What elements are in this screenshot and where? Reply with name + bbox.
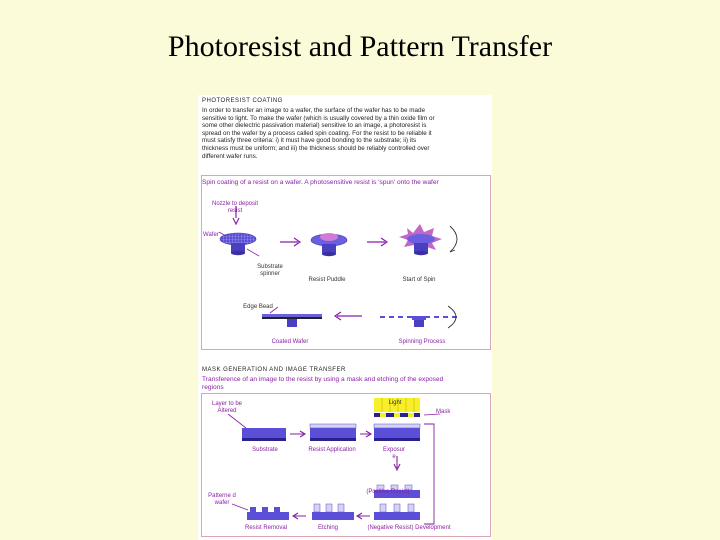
resist-removal-label: Resist Removal bbox=[244, 525, 287, 531]
edge-bead-label: Edge Bead bbox=[243, 304, 273, 310]
spin-coating-caption: Spin coating of a resist on a wafer. A photosensitive resist is 'spun' onto the wafer bbox=[202, 179, 439, 186]
patterned-wafer-block bbox=[232, 504, 289, 520]
etching-block bbox=[312, 504, 354, 520]
photoresist-figure bbox=[198, 95, 492, 540]
negative-development-block bbox=[374, 504, 420, 520]
start-of-spin bbox=[399, 224, 457, 255]
negative-resist-label: (Negative Resist) Development bbox=[367, 525, 451, 531]
spinning-process-label: Spinning Process bbox=[398, 339, 446, 345]
spinning-process bbox=[380, 306, 458, 328]
mask-caption: Transference of an image to the resist by using a mask and etching of the exposed regions bbox=[202, 376, 444, 391]
layer-label: Layer to be Altered bbox=[211, 401, 243, 414]
start-of-spin-label: Start of Spin bbox=[402, 277, 436, 283]
mask-label: Mask bbox=[436, 409, 451, 415]
mask-heading: MASK GENERATION AND IMAGE TRANSFER bbox=[202, 367, 346, 373]
exposure-label: Exposur e bbox=[382, 447, 405, 460]
positive-resist-label: (Positive Resist) bbox=[366, 489, 410, 495]
resist-application-label: Resist Application bbox=[308, 447, 356, 453]
resist-application-block bbox=[310, 424, 356, 441]
substrate-label: Substrate bbox=[252, 447, 278, 453]
slide-title: Photoresist and Pattern Transfer bbox=[167, 30, 553, 63]
wafer-label: Wafer bbox=[203, 232, 219, 238]
nozzle-label: Nozzle to deposit resist bbox=[211, 201, 259, 214]
etching-label: Etching bbox=[317, 525, 338, 531]
coating-paragraph: In order to transfer an image to a wafer, the surface of the wafer has to be made sensitive to light. To make the wafer (which is usually covered by a thin oxide film or some other dielectric passivation material) sensitive to an image, a photoresist is spread on the wafer by a process called spin coating. For the resist to be reliable it must satisfy three criteria: i) it must have good bonding to the substrate; ii) its thickness must be uniform; and iii) the thickness should be reliably controlled over different wafer runs. bbox=[202, 107, 435, 160]
substrate-block bbox=[228, 414, 286, 441]
resist-puddle-label: Resist Puddle bbox=[308, 277, 346, 283]
substrate-spinner-label: Substrate spinner bbox=[257, 264, 283, 277]
resist-puddle bbox=[311, 233, 347, 256]
patterned-wafer-label: Patterne d wafer bbox=[208, 493, 236, 506]
light-label: Light bbox=[388, 400, 402, 406]
coating-heading: PHOTORESIST COATING bbox=[202, 98, 283, 104]
coated-wafer-label: Coated Wafer bbox=[271, 339, 309, 345]
